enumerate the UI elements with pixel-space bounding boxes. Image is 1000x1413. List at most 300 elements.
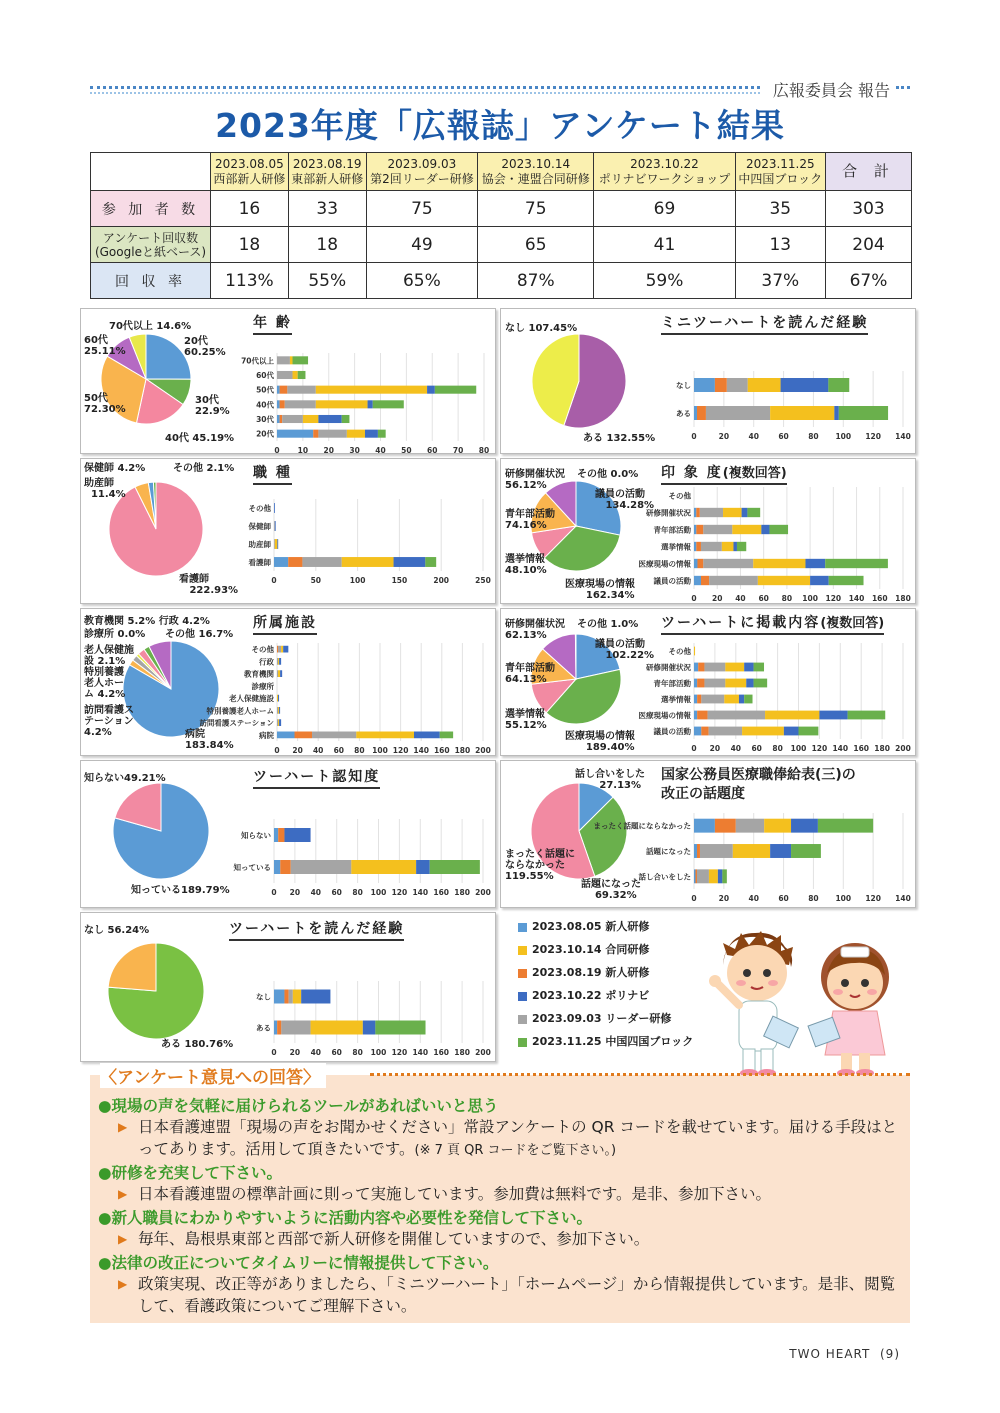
bar-segment [277, 400, 280, 408]
bar-segment [761, 525, 769, 534]
legend-swatch [518, 969, 527, 978]
girl-character [808, 943, 889, 1077]
cell: 18 [288, 227, 366, 263]
legend-item: 2023.09.03 リーダー研修 [518, 1012, 708, 1035]
x-tick-label: 80 [781, 594, 793, 603]
x-tick-label: 140 [413, 746, 430, 755]
bar-segment [694, 663, 698, 672]
category-label: 議員の活動 [653, 727, 691, 736]
cell: 75 [478, 191, 594, 227]
header-label: 広報委員会 報告 [772, 81, 890, 100]
x-tick-label: 60 [331, 1048, 342, 1057]
cell: 303 [826, 191, 912, 227]
series-legend [518, 920, 708, 1058]
bar-segment [288, 557, 302, 567]
bar-segment [280, 400, 285, 408]
pie-label: なし 107.45% [505, 323, 578, 334]
x-tick-label: 200 [895, 744, 911, 753]
category-label: 診療所 [251, 681, 274, 691]
x-tick-label: 100 [835, 432, 852, 441]
x-tick-label: 140 [895, 894, 911, 903]
bar-segment [737, 542, 746, 551]
x-tick-label: 20 [712, 594, 723, 603]
x-tick-label: 180 [454, 888, 470, 897]
cell: 55% [288, 263, 366, 299]
category-label: 老人保健施設 [229, 694, 274, 704]
pie-label: 教育機関 5.2% 行政 4.2% [84, 616, 210, 627]
bar-segment [311, 1021, 363, 1035]
bar-segment [701, 727, 708, 736]
chart-title: ツーハート認知度 [253, 766, 380, 789]
bar-segment [834, 406, 838, 420]
bar-segment [748, 378, 781, 392]
x-tick-label: 40 [748, 894, 759, 903]
x-tick-label: 40 [312, 746, 324, 755]
x-tick-label: 40 [375, 446, 386, 453]
bar-segment [694, 378, 715, 392]
bar-segment [704, 679, 725, 688]
bar-segment [754, 663, 764, 672]
category-label: 特別養護老人ホーム [206, 706, 274, 716]
bar-segment [281, 1021, 310, 1035]
boy-character [709, 931, 798, 1077]
legend-item: 2023.08.19 新人研修 [518, 966, 708, 989]
category-label: 知っている [233, 863, 271, 872]
x-tick-label: 120 [391, 1048, 408, 1057]
x-tick-label: 120 [391, 888, 408, 897]
bar-segment [278, 646, 281, 653]
category-label: 行政 [259, 657, 274, 667]
pie-label: 青年部活動 64.13% [505, 663, 555, 685]
x-tick-label: 20 [289, 1048, 301, 1057]
bar-segment [277, 415, 280, 423]
bar-segment [430, 860, 480, 874]
page-number: (9) [880, 1347, 900, 1361]
bar-segment [277, 356, 290, 364]
x-tick-label: 200 [475, 888, 491, 897]
bar-segment [274, 990, 284, 1004]
bar-segment [696, 525, 703, 534]
x-tick-label: 40 [748, 432, 759, 441]
category-label: その他 [248, 504, 271, 513]
x-tick-label: 60 [758, 594, 769, 603]
category-label: 40代 [256, 400, 274, 410]
x-tick-label: 120 [392, 746, 409, 755]
bar-segment [356, 732, 414, 739]
pie-label: 診療所 0.0% [84, 629, 146, 640]
bar-segment [708, 711, 765, 720]
x-tick-label: 180 [895, 594, 911, 603]
bar-segment [277, 732, 295, 739]
category-label: 保健師 [248, 522, 271, 531]
bar-segment [746, 679, 753, 688]
event-header: 2023.10.22 ポリナビワークショップ [594, 153, 735, 191]
category-label: なし [676, 381, 691, 390]
x-tick-label: 20 [718, 432, 730, 441]
bar-segment [278, 828, 284, 842]
bar-segment [279, 707, 280, 714]
bar-segment [278, 719, 279, 726]
x-tick-label: 20 [718, 894, 730, 903]
x-tick-label: 80 [478, 446, 490, 453]
x-tick-label: 40 [730, 744, 742, 753]
pie-label: まったく話題にならなかった 119.55% [505, 849, 575, 882]
x-tick-label: 80 [354, 746, 365, 755]
bar-segment [753, 559, 805, 568]
bar-segment [425, 557, 436, 567]
pie-label: ある 180.76% [161, 1039, 234, 1050]
pie-label: 特別養護老人ホーム 4.2% [84, 667, 126, 700]
pie-label: 60代 25.11% [84, 335, 126, 357]
x-tick-label: 100 [835, 894, 852, 903]
bar-segment [703, 525, 732, 534]
category-label: 選挙情報 [661, 695, 691, 704]
category-label: 教育機関 [244, 669, 274, 679]
bar-segment [697, 695, 701, 704]
legend-item: 2023.10.14 合同研修 [518, 943, 708, 966]
summary-header-row [91, 153, 912, 191]
bar-segment [694, 542, 696, 551]
bar-segment [694, 711, 697, 720]
bar-segment [277, 539, 278, 549]
legend-item: 2023.08.05 新人研修 [518, 920, 708, 943]
pie-label: 老人保健施設 2.1% [84, 645, 134, 667]
category-label: 70代以上 [241, 356, 274, 366]
pie-label: 医療現場の情報 162.34% [565, 579, 635, 601]
pie-label: 青年部活動 74.16% [505, 509, 555, 531]
pie-label: 医療現場の情報 189.40% [565, 731, 635, 753]
event-header: 2023.09.03 第2回リーダー研修 [366, 153, 478, 191]
bar-segment [694, 844, 697, 858]
bar-segment [274, 860, 280, 874]
bar-segment [278, 695, 279, 702]
bar-segment [280, 860, 290, 874]
x-tick-label: 180 [454, 1048, 470, 1057]
chart-title: 国家公務員医療職俸給表(三)の 改正の話題度 [661, 767, 856, 802]
bar-segment [781, 378, 829, 392]
bar-segment [275, 539, 278, 549]
x-tick-label: 160 [433, 1048, 450, 1057]
bar-segment [298, 371, 306, 379]
x-tick-label: 20 [323, 446, 334, 453]
salary-revision-chart-panel [500, 760, 916, 908]
chart-title: ミニツーハートを読んだ経験 [661, 312, 868, 335]
pie-label: 議員の活動 134.28% [595, 489, 655, 511]
bar-segment [375, 1021, 425, 1035]
pie-slice [108, 943, 156, 991]
bar-segment [279, 658, 281, 665]
bar-segment [365, 430, 378, 438]
pie-label: 話し合いをした 27.13% [575, 769, 645, 791]
bar-segment [277, 386, 280, 394]
event-header: 2023.11.25 中四国ブロック [735, 153, 825, 191]
pie-label: 看護師 222.93% [179, 574, 239, 596]
x-tick-label: 80 [808, 894, 819, 903]
category-label: 研修開催状況 [646, 663, 691, 672]
x-tick-label: 200 [475, 746, 491, 755]
page-footer [789, 1347, 900, 1361]
pie-label: 助産師 11.4% [84, 478, 126, 500]
bar-segment [697, 711, 707, 720]
pie-label: ある 132.55% [583, 433, 656, 444]
bar-segment [715, 819, 736, 833]
bar-segment [791, 844, 821, 858]
bar-segment [274, 521, 275, 531]
legend-item: 2023.10.22 ポリナビ [518, 989, 708, 1012]
cell: 13 [735, 227, 825, 263]
x-tick-label: 0 [271, 1048, 277, 1057]
x-tick-label: 160 [433, 888, 450, 897]
chart-title: 年 齢 [253, 312, 292, 335]
pie-label: 20代 60.25% [184, 336, 226, 358]
x-tick-label: 0 [691, 894, 697, 903]
bar-segment [770, 844, 791, 858]
pie-label: 70代以上 14.6% [109, 321, 192, 332]
x-tick-label: 250 [475, 576, 491, 585]
pie-label: 40代 45.19% [165, 433, 235, 444]
x-tick-label: 80 [352, 888, 363, 897]
x-tick-label: 100 [370, 888, 387, 897]
x-tick-label: 20 [289, 888, 301, 897]
bar-segment [277, 1021, 281, 1035]
bar-segment [736, 819, 764, 833]
x-tick-label: 40 [310, 1048, 322, 1057]
x-tick-label: 160 [871, 594, 888, 603]
pie-label: 知っている189.79% [131, 885, 230, 896]
bar-segment [791, 819, 818, 833]
x-tick-label: 60 [427, 446, 438, 453]
legend-item: 2023.11.25 中国四国ブロック [518, 1035, 708, 1058]
read-experience-chart-panel [80, 912, 496, 1062]
x-tick-label: 200 [475, 1048, 491, 1057]
x-tick-label: 100 [802, 594, 818, 603]
event-header: 2023.08.05 西部新人研修 [211, 153, 289, 191]
x-tick-label: 100 [790, 744, 807, 753]
cell: 35 [735, 191, 825, 227]
pie-label: 病院 183.84% [185, 729, 234, 751]
x-tick-label: 30 [349, 446, 360, 453]
bar-segment [697, 844, 700, 858]
bar-segment [363, 1021, 376, 1035]
x-tick-label: 50 [310, 576, 322, 585]
bar-segment [698, 663, 704, 672]
opinion-question: ●新人職員にわかりやすいように活動内容や必要性を発信して下さい。 [98, 1209, 593, 1227]
bar-segment [694, 406, 697, 420]
x-tick-label: 80 [808, 432, 819, 441]
bar-segment [440, 732, 453, 739]
opinion-question: ●現場の声を気軽に届けられるツールがあればいいと思う [98, 1097, 499, 1115]
cell: 67% [826, 263, 912, 299]
bar-segment [697, 559, 703, 568]
legend-swatch [518, 992, 527, 1001]
bar-segment [274, 828, 278, 842]
category-label: 20代 [256, 429, 274, 439]
bar-segment [704, 663, 725, 672]
opinion-responses-section [90, 1068, 910, 1323]
x-tick-label: 60 [333, 746, 345, 755]
bar-segment [694, 647, 695, 656]
category-label: 50代 [256, 385, 274, 395]
bar-segment [697, 679, 704, 688]
bar-segment [313, 430, 318, 438]
opinion-question: ●法律の改正についてタイムリーに情報提供して下さい。 [98, 1254, 499, 1272]
bar-segment [706, 406, 770, 420]
pie-label: その他 0.0% [577, 469, 639, 480]
x-tick-label: 140 [848, 594, 865, 603]
opinion-answer: ▶ 毎年、島根県東部と西部で新人研修を開催していますので、参加下さい。 [118, 1230, 650, 1248]
bar-segment [287, 386, 315, 394]
x-tick-label: 80 [772, 744, 783, 753]
magazine-name: TWO HEART [789, 1347, 871, 1361]
x-tick-label: 0 [691, 432, 697, 441]
x-tick-label: 160 [433, 746, 450, 755]
x-tick-label: 100 [372, 746, 388, 755]
bar-segment [799, 727, 819, 736]
x-tick-label: 20 [709, 744, 721, 753]
impression-chart-panel [500, 458, 916, 604]
bar-segment [280, 670, 282, 677]
bar-segment [289, 990, 293, 1004]
total-header: 合 計 [826, 153, 912, 191]
nurse-characters-illustration [705, 925, 910, 1080]
x-tick-label: 180 [874, 744, 890, 753]
bar-segment [351, 860, 416, 874]
bar-segment [848, 711, 886, 720]
x-tick-label: 180 [454, 746, 471, 755]
bar-segment [414, 732, 440, 739]
bar-segment [819, 711, 847, 720]
bar-segment [697, 869, 709, 883]
legend-swatch [518, 946, 527, 955]
row-label: 参 加 者 数 [91, 191, 211, 227]
age-chart-panel [80, 308, 496, 454]
bar-segment [769, 525, 788, 534]
bar-segment [295, 732, 313, 739]
rate-row [91, 263, 912, 299]
bar-segment [274, 557, 288, 567]
bar-segment [303, 415, 319, 423]
bar-segment [747, 508, 760, 517]
bar-segment [274, 503, 275, 513]
bar-segment [274, 1021, 277, 1035]
pie-label: 保健師 4.2% [84, 463, 146, 474]
report-header [90, 78, 910, 100]
category-label: 助産師 [248, 540, 271, 549]
bar-segment [718, 869, 722, 883]
x-tick-label: 0 [274, 446, 280, 453]
bar-segment [694, 576, 701, 585]
bar-segment [318, 415, 341, 423]
section-heading: 〈アンケート意見への回答〉 [100, 1063, 326, 1088]
bar-segment [744, 663, 753, 672]
job-chart-panel [80, 458, 496, 604]
category-label: 医療現場の情報 [638, 559, 691, 569]
bar-segment [784, 727, 799, 736]
pie-label: その他 2.1% [173, 463, 235, 474]
opinion-answer: ▶ 日本看護連盟の標準計画に則って実施しています。参加費は無料です。是非、参加下さい。 [118, 1185, 772, 1203]
bar-segment [277, 658, 278, 665]
category-label: 研修開催状況 [646, 508, 691, 518]
bar-segment [694, 679, 697, 688]
opinion-answer: ▶ 日本看護連盟「現場の声をお聞かせください」常設アンケートの QR コードを載せています。届ける手段はとってあります。活用して頂きたいです。(※ 7 頁 QR コードをご覧下さい。) [118, 1118, 898, 1158]
bar-segment [284, 828, 310, 842]
bar-segment [312, 732, 356, 739]
bar-segment [828, 378, 849, 392]
participants-row [91, 191, 912, 227]
x-tick-label: 120 [825, 594, 842, 603]
category-label: 60代 [256, 371, 274, 380]
bar-segment [742, 727, 784, 736]
opinion-answer: ▶ 政策実現、改正等がありましたら、「ミニツーハート」「ホームページ」から情報提供しています。是非、閲覧して、看護政策についてご理解下さい。 [118, 1275, 896, 1315]
content-chart-panel [500, 608, 916, 756]
bar-segment [347, 430, 365, 438]
category-label: なし [256, 992, 271, 1002]
category-label: その他 [251, 645, 274, 655]
x-tick-label: 140 [832, 744, 849, 753]
bar-segment [810, 576, 829, 585]
x-tick-label: 140 [412, 1048, 429, 1057]
bar-segment [427, 386, 435, 394]
bar-segment [818, 819, 873, 833]
bar-segment [709, 576, 758, 585]
x-tick-label: 140 [412, 888, 429, 897]
bar-segment [279, 719, 281, 726]
mini-two-heart-chart-panel [500, 308, 916, 454]
x-tick-label: 200 [433, 576, 450, 585]
category-label: ある [256, 1023, 271, 1033]
bar-segment [754, 679, 768, 688]
bar-segment [703, 559, 753, 568]
bar-segment [715, 378, 727, 392]
x-tick-label: 0 [271, 576, 277, 585]
category-label: その他 [668, 647, 691, 656]
bar-segment [293, 371, 298, 379]
bar-segment [709, 727, 742, 736]
bar-segment [293, 356, 309, 364]
pie-label: 議員の活動 102.22% [595, 639, 655, 661]
bar-segment [839, 406, 888, 420]
legend-swatch [518, 1015, 527, 1024]
bar-segment [277, 670, 278, 677]
x-tick-label: 120 [811, 744, 828, 753]
facility-chart-panel [80, 608, 496, 756]
bar-segment [277, 719, 278, 726]
category-label: 訪問看護ステーション [199, 718, 274, 728]
cell: 87% [478, 263, 594, 299]
bar-segment [765, 711, 819, 720]
cell: 41 [594, 227, 735, 263]
cell: 65 [478, 227, 594, 263]
x-tick-label: 120 [865, 432, 881, 441]
bar-segment [694, 869, 695, 883]
row-label: 回 収 率 [91, 263, 211, 299]
pie-label: 選挙情報 55.12% [505, 709, 547, 731]
category-label: 青年部活動 [653, 679, 691, 688]
bar-segment [290, 356, 293, 364]
x-tick-label: 160 [853, 744, 870, 753]
pie-slice [575, 634, 576, 679]
chart-title: ツーハートに掲載内容(複数回答) [661, 612, 884, 635]
bar-segment [694, 508, 696, 517]
bar-segment [805, 559, 825, 568]
summary-table [90, 152, 912, 299]
bar-segment [724, 695, 739, 704]
bar-segment [277, 646, 278, 653]
category-label: 議員の活動 [653, 576, 691, 586]
x-tick-label: 60 [331, 888, 342, 897]
legend-swatch [518, 1038, 527, 1047]
x-tick-label: 150 [391, 576, 408, 585]
